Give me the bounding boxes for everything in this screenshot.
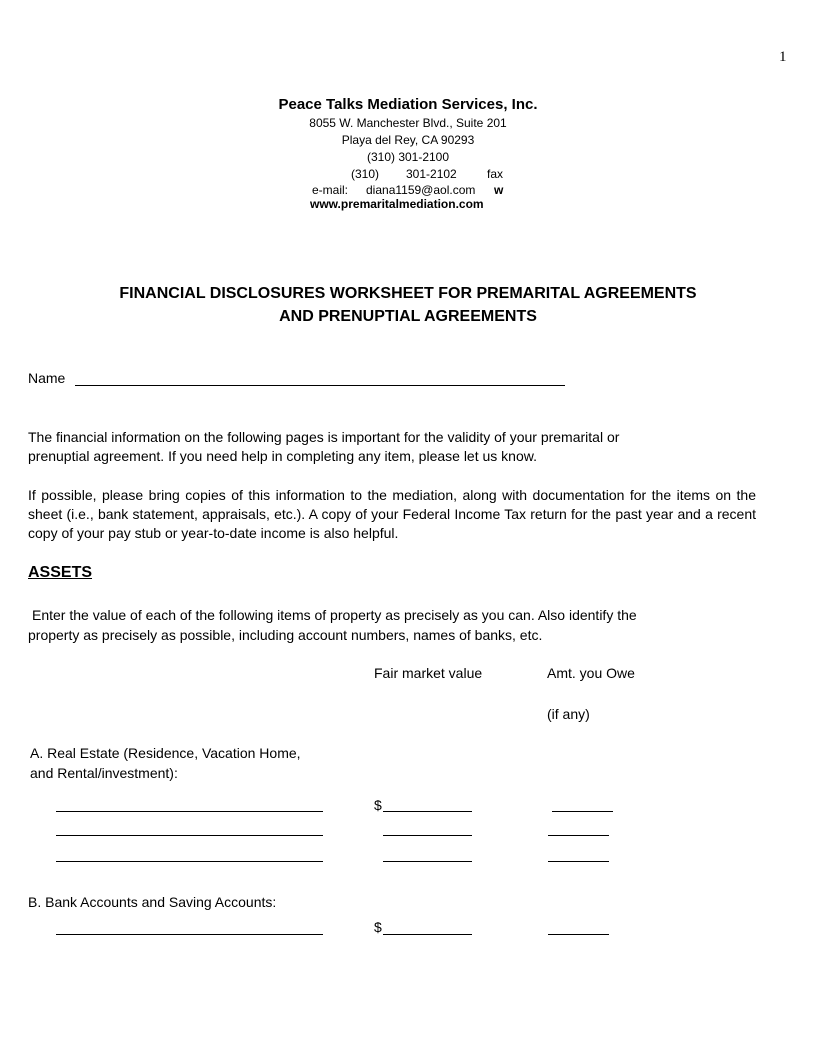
real-estate-value-field[interactable] [383,835,472,836]
section-a-label-line-1: A. Real Estate (Residence, Vacation Home, [30,745,301,761]
document-title-line-1: FINANCIAL DISCLOSURES WORKSHEET FOR PREMARITAL AGREEMENTS [119,285,697,302]
document-title-line-2: AND PRENUPTIAL AGREEMENTS [279,308,537,325]
page-number: 1 [779,49,787,65]
email-suffix: w [494,183,504,197]
website: www.premaritalmediation.com [310,197,484,211]
assets-instructions-line-2: property as precisely as possible, including account numbers, names of banks, etc. [28,627,543,643]
address-line-2: Playa del Rey, CA 90293 [341,133,475,147]
fax-label: fax [487,167,504,181]
name-label: Name [28,370,66,386]
real-estate-description-field[interactable] [56,811,323,812]
dollar-sign: $ [374,797,382,813]
real-estate-owed-field[interactable] [548,861,609,862]
intro-paragraph-1-line-2: prenuptial agreement. If you need help in completing any item, please let us know. [28,448,537,464]
real-estate-value-field[interactable] [383,811,472,812]
dollar-sign: $ [374,919,382,935]
column-header-if-any: (if any) [547,706,590,722]
fax-area-code: (310) [351,167,380,181]
column-header-amount-owed: Amt. you Owe [547,665,635,681]
assets-heading: ASSETS [28,564,93,581]
fax-number: 301-2102 [406,167,457,181]
bank-account-value-field[interactable] [383,934,472,935]
real-estate-description-field[interactable] [56,835,323,836]
address-line-1: 8055 W. Manchester Blvd., Suite 201 [309,116,507,130]
intro-paragraph-1-line-1: The financial information on the following pages is important for the validity of your premarital or [28,429,620,445]
real-estate-owed-field[interactable] [552,811,613,812]
bank-account-description-field[interactable] [56,934,323,935]
phone-number: (310) 301-2100 [366,150,450,164]
section-b-label: B. Bank Accounts and Saving Accounts: [28,894,277,910]
real-estate-owed-field[interactable] [548,835,609,836]
real-estate-value-field[interactable] [383,861,472,862]
assets-instructions-line-1: Enter the value of each of the following items of property as precisely as you can. Also identify the [32,607,637,623]
column-header-fair-market-value: Fair market value [374,665,483,681]
bank-account-owed-field[interactable] [548,934,609,935]
email-address: diana1159@aol.com [366,183,476,197]
real-estate-description-field[interactable] [56,861,323,862]
section-a-label-line-2: and Rental/investment): [30,765,178,781]
name-field[interactable] [75,385,565,386]
email-label: e-mail: [312,183,349,197]
intro-paragraph-2: If possible, please bring copies of this information to the mediation, along with documentation for the items on the sheet (i.e., bank statement, appraisals, etc.). A copy of your Federal Income Tax return for the past year and a recent copy of your pay stub or year-to-date income is also helpful. [28,487,756,541]
company-name: Peace Talks Mediation Services, Inc. [278,96,538,113]
